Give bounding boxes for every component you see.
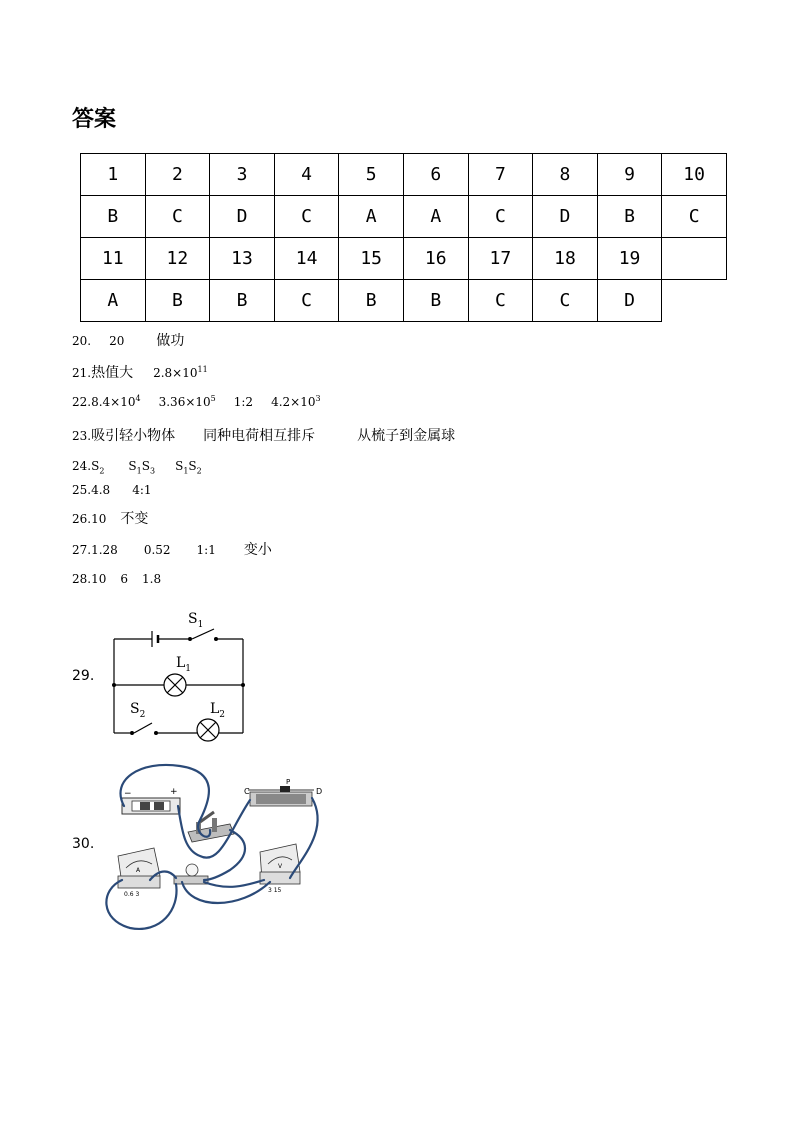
table-cell: 19: [597, 238, 662, 280]
question-number: 27.: [72, 543, 92, 557]
rheostat-p-label: P: [286, 778, 291, 786]
answer-value: 从梳子到金属球: [357, 428, 456, 444]
battery-plus-label: +: [170, 787, 178, 797]
table-cell: C: [662, 196, 727, 238]
voltmeter-scale-label: 3 15: [268, 887, 282, 894]
table-cell: C: [468, 280, 533, 322]
circuit-diagram-29: [100, 605, 260, 745]
question-number: 23.: [72, 429, 92, 443]
value-base: 2.8×10: [153, 366, 198, 380]
answer-value: 1.28: [91, 543, 118, 557]
answer-value: 20: [109, 334, 125, 348]
table-cell: C: [274, 280, 339, 322]
table-cell: B: [339, 280, 404, 322]
table-row: [81, 238, 727, 280]
answer-value: 0.52: [143, 543, 171, 557]
answer-value: 同种电荷相互排斥: [203, 428, 316, 444]
table-cell: 4: [274, 154, 339, 196]
switch-symbol: S: [128, 459, 137, 473]
answer-line-24: [72, 458, 202, 475]
table-cell: 11: [81, 238, 146, 280]
table-cell: 9: [597, 154, 662, 196]
answer-value: 10: [91, 512, 107, 526]
table-cell: 15: [339, 238, 404, 280]
table-cell: B: [81, 196, 146, 238]
table-cell: D: [597, 280, 662, 322]
switch-subscript: 1: [136, 466, 142, 476]
table-cell: C: [533, 280, 598, 322]
table-cell: A: [81, 280, 146, 322]
answer-line-20: [72, 330, 184, 350]
switch-contact: [214, 637, 218, 641]
rheostat-c-label: C: [244, 787, 250, 796]
switch-symbol: S: [141, 459, 150, 473]
table-row: [81, 280, 727, 322]
table-cell-empty: [662, 238, 727, 280]
answer-value: 6: [120, 572, 129, 586]
switch-s2-blade: [134, 723, 152, 733]
bulb-holder: [174, 864, 208, 884]
answer-value: 4.8: [91, 483, 111, 497]
table-cell: B: [145, 280, 210, 322]
answer-value: 4:1: [132, 483, 152, 497]
table-cell: 6: [403, 154, 468, 196]
table-cell: 17: [468, 238, 533, 280]
table-cell: 5: [339, 154, 404, 196]
table-cell: 8: [533, 154, 598, 196]
rheostat-d-label: D: [316, 787, 323, 796]
answer-line-25: [72, 482, 152, 498]
table-cell: B: [597, 196, 662, 238]
question-number: 26.: [72, 512, 92, 526]
value-base: 4.2×10: [271, 395, 316, 409]
table-cell: B: [210, 280, 275, 322]
answer-value: 1:2: [233, 395, 254, 409]
answer-value: [91, 394, 141, 409]
switch-subscript: 2: [99, 466, 105, 476]
answer-value: 变小: [243, 542, 272, 558]
table-row: [81, 154, 727, 196]
table-cell: C: [468, 196, 533, 238]
wire: [204, 880, 264, 887]
value-exponent: 5: [210, 394, 216, 403]
switch-subscript: 2: [196, 466, 202, 476]
label-l2: $L_2$: [210, 701, 226, 720]
table-row: [81, 196, 727, 238]
answer-line-23: [72, 425, 455, 445]
answer-value: 吸引轻小物体: [91, 428, 176, 444]
question-number: 28.: [72, 572, 92, 586]
answer-line-21: [72, 362, 208, 382]
switch-s1-blade: [192, 629, 214, 639]
table-cell: B: [403, 280, 468, 322]
table-cell: 1: [81, 154, 146, 196]
label-s2: $S_2$: [130, 701, 146, 720]
question-number: 25.: [72, 483, 92, 497]
battery-box: [122, 787, 180, 814]
answer-value: [159, 394, 216, 409]
question-number: 22.: [72, 395, 92, 409]
answer-value: 10: [91, 572, 107, 586]
answer-value: [175, 459, 202, 475]
value-base: 8.4×10: [91, 395, 136, 409]
rheostat: [244, 778, 322, 806]
answer-value: [91, 459, 104, 475]
switch-symbol: S: [188, 459, 197, 473]
value-exponent: 4: [135, 394, 141, 403]
ammeter-scale-label: 0.6 3: [124, 891, 140, 898]
answer-value: 1:1: [196, 543, 216, 557]
switch-contact: [154, 731, 158, 735]
wire: [182, 882, 270, 903]
answer-value: 热值大: [91, 365, 134, 381]
ammeter-symbol: A: [136, 867, 141, 874]
table-cell-none: [662, 280, 727, 322]
label-s1: $S_1$: [188, 611, 204, 630]
answer-value: [153, 365, 208, 380]
figure-29-label: 29.: [72, 668, 95, 684]
switch-subscript: 1: [183, 466, 189, 476]
answer-value: [271, 394, 321, 409]
answer-line-22: [72, 394, 321, 410]
table-cell: 18: [533, 238, 598, 280]
junction-dot: [112, 683, 116, 687]
answer-table: [80, 153, 727, 322]
question-number: 21.: [72, 366, 92, 380]
table-cell: 2: [145, 154, 210, 196]
table-cell: C: [145, 196, 210, 238]
answer-value: 做功: [156, 333, 185, 349]
answer-line-28: [72, 571, 161, 587]
switch-contact: [130, 731, 134, 735]
table-cell: D: [210, 196, 275, 238]
table-cell: 3: [210, 154, 275, 196]
table-cell: C: [274, 196, 339, 238]
answer-line-26: [72, 508, 148, 528]
battery-minus-label: −: [124, 789, 132, 799]
switch-symbol: S: [175, 459, 184, 473]
answer-value: 1.8: [142, 572, 162, 586]
table-cell: 16: [403, 238, 468, 280]
switch-symbol: S: [91, 459, 100, 473]
table-cell: A: [339, 196, 404, 238]
value-base: 3.36×10: [158, 395, 211, 409]
ammeter: [118, 848, 160, 898]
junction-dot: [241, 683, 245, 687]
question-number: 24.: [72, 459, 92, 473]
table-cell: 14: [274, 238, 339, 280]
table-cell: 10: [662, 154, 727, 196]
answer-title: 答案: [72, 107, 117, 132]
switch-contact: [188, 637, 192, 641]
table-cell: 7: [468, 154, 533, 196]
label-l1: $L_1$: [176, 655, 192, 674]
question-number: 20.: [72, 334, 92, 348]
figure-30-label: 30.: [72, 836, 95, 852]
answer-value: [128, 459, 155, 475]
value-exponent: 3: [315, 394, 321, 403]
answer-value: 不变: [120, 511, 149, 527]
answer-line-27: [72, 539, 272, 559]
wiring-diagram-30: [100, 760, 340, 935]
table-cell: D: [533, 196, 598, 238]
voltmeter-symbol: V: [278, 863, 283, 870]
value-exponent: 11: [197, 365, 208, 374]
table-cell: A: [403, 196, 468, 238]
table-cell: 12: [145, 238, 210, 280]
table-cell: 13: [210, 238, 275, 280]
switch-subscript: 3: [149, 466, 156, 476]
